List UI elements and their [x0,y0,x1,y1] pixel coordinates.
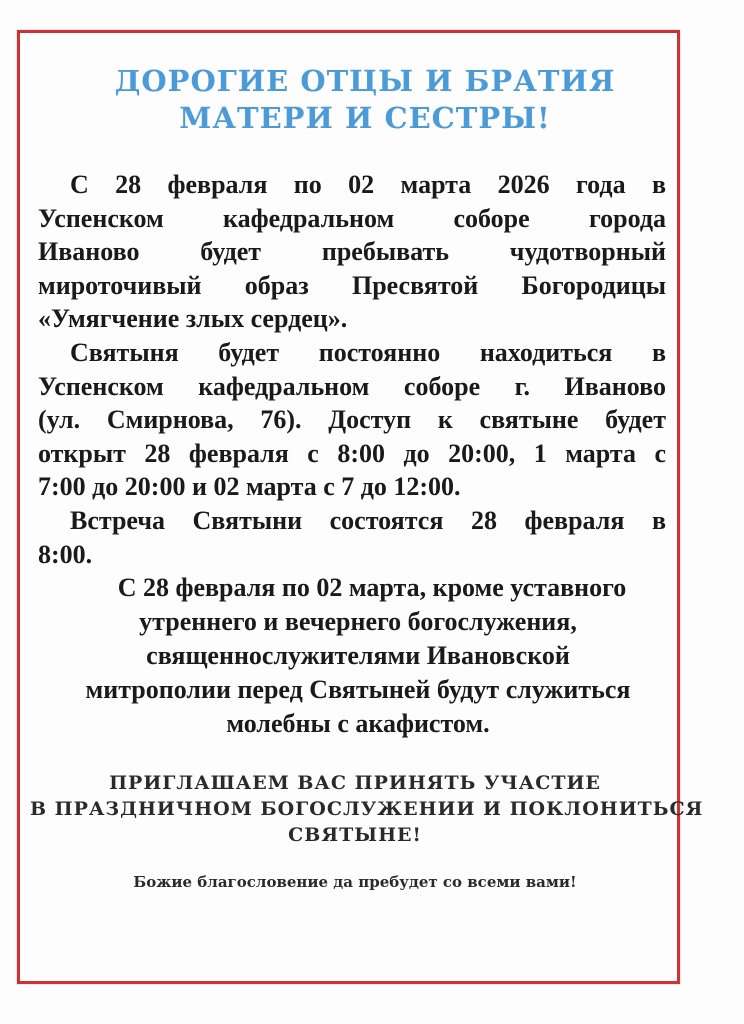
paragraph-3 [38,504,666,571]
paragraph-1-line-4: мироточивый образ Пресвятой Богородицы [38,270,666,300]
paragraph-1-line-1: С 28 февраля по 02 марта 2026 года в [70,170,666,199]
centered-line-2: утреннего и вечернего богослужения, [139,607,577,636]
invitation-line-3: СВЯТЫНЕ! [288,824,422,846]
heading-line-2: МАТЕРИ И СЕСТРЫ! [179,101,551,135]
paragraph-2 [38,336,666,504]
paragraph-1-line-5: «Умягчение злых сердец». [38,304,348,334]
heading-line-1: ДОРОГИЕ ОТЦЫ И БРАТИЯ [114,64,616,98]
centered-line-5: молебны с акафистом. [226,709,490,738]
centered-line-3: священнослужителями Ивановской [146,641,570,670]
paragraph-2-line-2: Успенском кафедральном соборе г. Иваново [38,371,666,401]
centered-line-1: С 28 февраля по 02 марта, кроме уставного [117,573,627,602]
invitation-block [30,770,704,848]
paragraph-3-line-1: Встреча Святыни состоятся 28 февраля в [70,506,666,535]
invitation-line-1: ПРИГЛАШАЕМ ВАС ПРИНЯТЬ УЧАСТИЕ [109,772,601,794]
paragraph-2-line-4: открыт 28 февраля с 8:00 до 20:00, 1 марта с [38,438,666,468]
paragraph-1 [38,168,666,336]
paragraph-1-line-3: Иваново будет пребывать чудотворный [38,237,666,267]
paragraph-1-line-2: Успенском кафедральном соборе города [38,203,666,233]
blessing-text: Божие благословение да пребудет со всеми вами! [133,873,577,891]
invitation-line-2: В ПРАЗДНИЧНОМ БОГОСЛУЖЕНИИ И ПОКЛОНИТЬСЯ [30,798,704,820]
paragraph-2-line-1: Святыня будет постоянно находиться в [70,338,666,367]
paragraph-3-line-2: 8:00. [38,539,93,569]
paragraph-2-line-3: (ул. Смирнова, 76). Доступ к святыне будет [38,405,666,435]
centered-line-4: митрополии перед Святыней будут служиться [85,675,631,704]
centered-paragraph [40,571,676,741]
paragraph-2-line-5: 7:00 до 20:00 и 02 марта с 7 до 12:00. [38,472,461,502]
